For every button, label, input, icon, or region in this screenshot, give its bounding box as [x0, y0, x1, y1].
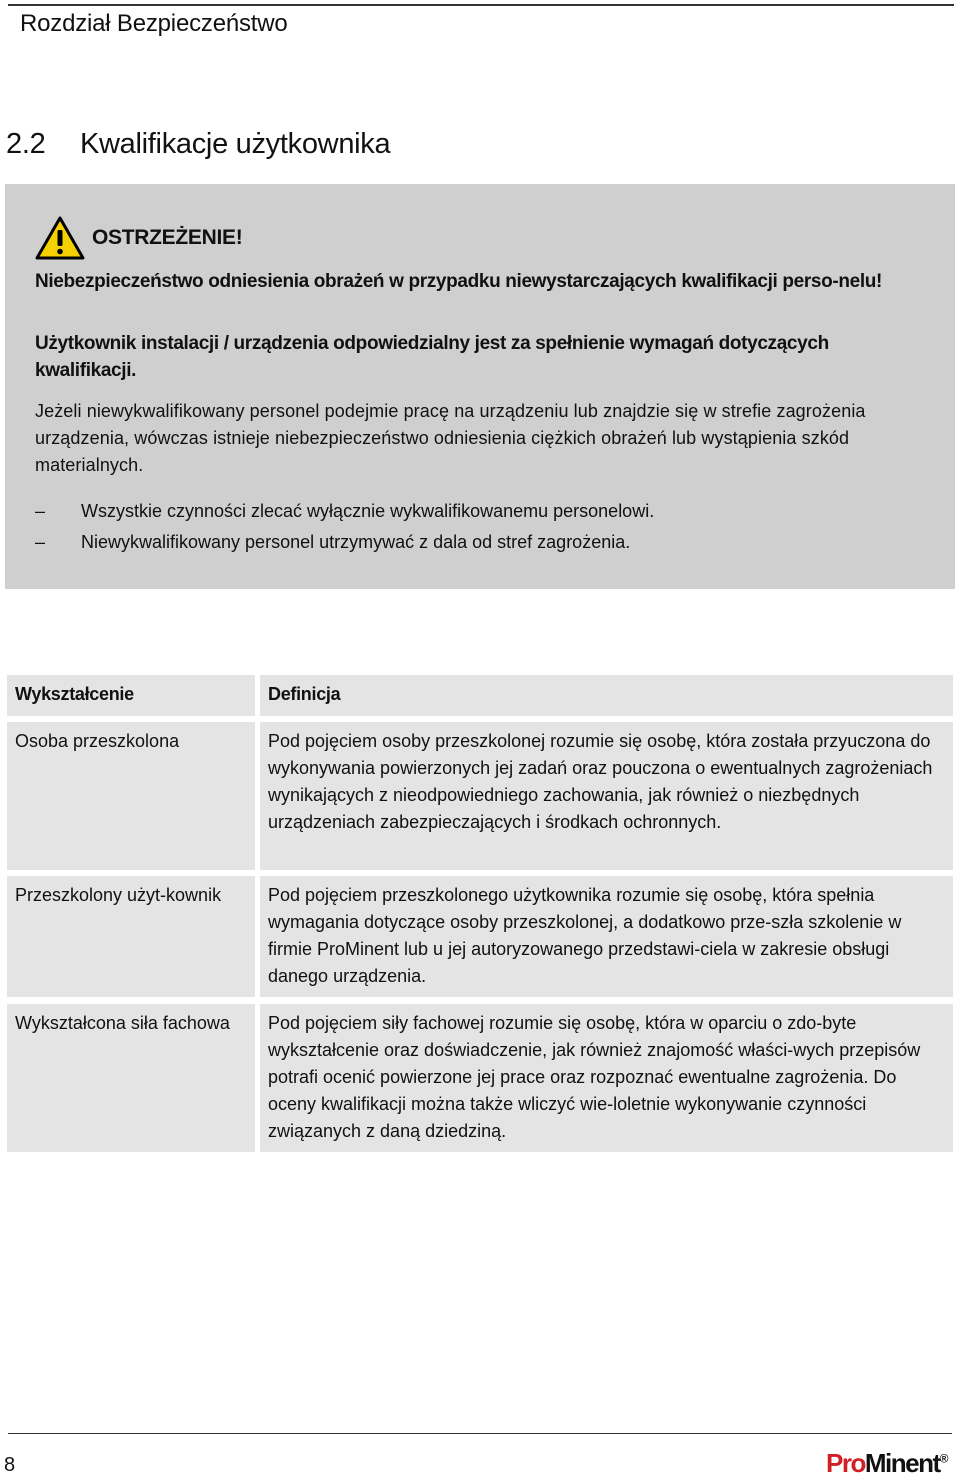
bullet-text: Niewykwalifikowany personel utrzymywać z dala od stref zagrożenia. — [81, 532, 631, 552]
page-number: 8 — [4, 1454, 16, 1476]
registered-mark: ® — [939, 1451, 949, 1466]
warning-triangle-icon — [34, 215, 86, 261]
bullet-dash: – — [35, 532, 46, 552]
table-cell-definition: Pod pojęciem przeszkolonego użytkownika rozumie się osobę, która spełnia wymagania dotyczące osoby przeszkolonej, a dodatkowo prze-szła szkolenie w firmie ProMinent lub u jej autoryzowanego przedstawi-ciela w zakresie obsługi danego urządzenia. — [260, 876, 953, 997]
bullet-text: Wszystkie czynności zlecać wyłącznie wykwalifikowanemu personelowi. — [81, 501, 655, 521]
bullet-dash: – — [35, 501, 46, 521]
warning-description: Jeżeli niewykwalifikowany personel podejmie pracę na urządzeniu lub znajdzie się w strefie zagrożenia urządzenia, wówczas istnieje niebezpieczeństwo odniesienia ciężkich obrażeń lub wystąpienia szkód materialnych. — [35, 401, 866, 475]
prominent-logo — [826, 1448, 948, 1479]
table-cell-term: Przeszkolony użyt-kownik — [7, 876, 255, 997]
warning-box — [5, 184, 955, 589]
header-rule — [8, 4, 954, 6]
table-cell-term: Osoba przeszkolona — [7, 722, 255, 870]
logo-part-pro: Pro — [826, 1448, 865, 1478]
chapter-title: Rozdział Bezpieczeństwo — [20, 10, 288, 37]
warning-hazard-text: Niebezpieczeństwo odniesienia obrażeń w przypadku niewystarczających kwalifikacji perso-nelu! — [35, 271, 883, 292]
warning-bullet — [35, 498, 654, 525]
section-number: 2.2 — [6, 128, 46, 160]
warning-header — [34, 214, 242, 262]
warning-responsibility-text: Użytkownik instalacji / urządzenia odpowiedzialny jest za spełnienie wymagań dotyczących kwalifikacji. — [35, 333, 829, 381]
warning-bullet — [35, 529, 630, 556]
warning-title: OSTRZEŻENIE! — [92, 226, 243, 249]
table-cell-definition: Pod pojęciem osoby przeszkolonej rozumie się osobę, która została przyuczona do wykonywania powierzonych jej zadań oraz pouczona o ewentualnych zagrożeniach wynikających z nieodpowiedniego zachowania, jak również o niezbędnych urządzeniach zabezpieczających i środkach ochronnych. — [260, 722, 953, 870]
table-cell-definition: Pod pojęciem siły fachowej rozumie się osobę, która w oparciu o zdo-byte wykształcenie oraz doświadczenie, jak również znajomość właści-wych przepisów potrafi ocenić powierzone jej prace oraz rozpoznać ewentualne zagrożenia. Do oceny kwalifikacji można także wliczyć wie-loletnie wykonywanie czynności związanych z daną dziedziną. — [260, 1004, 953, 1152]
table-cell-term: Wykształcona siła fachowa — [7, 1004, 255, 1152]
section-heading — [6, 128, 390, 161]
section-title: Kwalifikacje użytkownika — [80, 128, 391, 160]
footer-rule — [8, 1433, 952, 1434]
table-header-education: Wykształcenie — [7, 675, 255, 716]
logo-part-minent: Minent — [864, 1448, 940, 1478]
table-header-definition: Definicja — [260, 675, 953, 716]
